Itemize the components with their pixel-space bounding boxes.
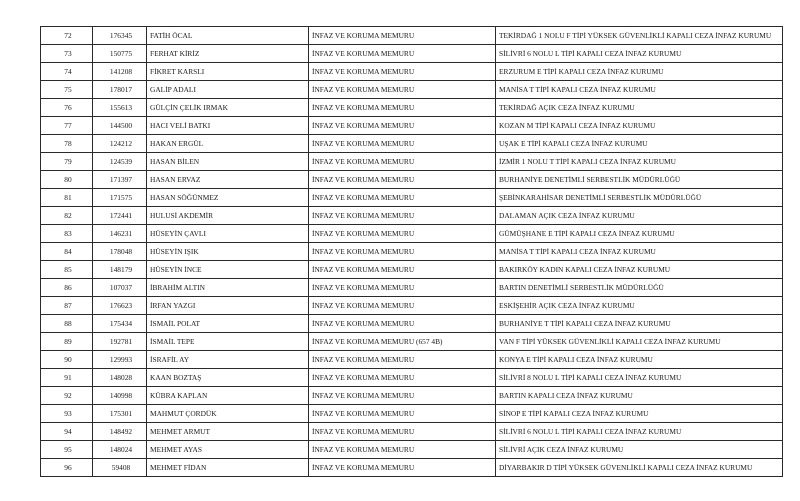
table-row	[41, 261, 783, 279]
institution-cell: KONYA E TİPİ KAPALI CEZA İNFAZ KURUMU	[496, 351, 783, 369]
institution-cell: BURHANİYE DENETİMLİ SERBESTLİK MÜDÜRLÜĞÜ	[496, 171, 783, 189]
table-row	[41, 423, 783, 441]
registry-number-cell: 175301	[93, 405, 147, 423]
table-row	[41, 333, 783, 351]
registry-number-cell: 140998	[93, 387, 147, 405]
job-title-cell: İNFAZ VE KORUMA MEMURU	[309, 369, 496, 387]
full-name-cell: GÜLÇİN ÇELİK IRMAK	[147, 99, 309, 117]
full-name-cell: HACI VELİ BATKI	[147, 117, 309, 135]
institution-cell: ŞEBİNKARAHİSAR DENETİMLİ SERBESTLİK MÜDÜRLÜĞÜ	[496, 189, 783, 207]
institution-cell: KOZAN M TİPİ KAPALI CEZA İNFAZ KURUMU	[496, 117, 783, 135]
full-name-cell: FATİH ÖCAL	[147, 27, 309, 45]
table-row	[41, 387, 783, 405]
table-row	[41, 351, 783, 369]
registry-number-cell: 59408	[93, 459, 147, 477]
table-row	[41, 441, 783, 459]
table-row	[41, 135, 783, 153]
job-title-cell: İNFAZ VE KORUMA MEMURU	[309, 261, 496, 279]
row-number-cell: 89	[41, 333, 93, 351]
institution-cell: BAKIRKÖY KADIN KAPALI CEZA İNFAZ KURUMU	[496, 261, 783, 279]
table-row	[41, 315, 783, 333]
row-number-cell: 95	[41, 441, 93, 459]
job-title-cell: İNFAZ VE KORUMA MEMURU	[309, 441, 496, 459]
job-title-cell: İNFAZ VE KORUMA MEMURU	[309, 189, 496, 207]
row-number-cell: 91	[41, 369, 93, 387]
registry-number-cell: 129993	[93, 351, 147, 369]
registry-number-cell: 176345	[93, 27, 147, 45]
full-name-cell: HULUSİ AKDEMİR	[147, 207, 309, 225]
institution-cell: DALAMAN AÇIK CEZA İNFAZ KURUMU	[496, 207, 783, 225]
row-number-cell: 86	[41, 279, 93, 297]
job-title-cell: İNFAZ VE KORUMA MEMURU	[309, 297, 496, 315]
table-row	[41, 207, 783, 225]
row-number-cell: 93	[41, 405, 93, 423]
table-row	[41, 153, 783, 171]
registry-number-cell: 150775	[93, 45, 147, 63]
row-number-cell: 90	[41, 351, 93, 369]
registry-number-cell: 141208	[93, 63, 147, 81]
full-name-cell: KÜBRA KAPLAN	[147, 387, 309, 405]
institution-cell: MANİSA T TİPİ KAPALI CEZA İNFAZ KURUMU	[496, 81, 783, 99]
table-row	[41, 405, 783, 423]
row-number-cell: 84	[41, 243, 93, 261]
job-title-cell: İNFAZ VE KORUMA MEMURU	[309, 45, 496, 63]
full-name-cell: FERHAT KİRİZ	[147, 45, 309, 63]
job-title-cell: İNFAZ VE KORUMA MEMURU	[309, 225, 496, 243]
institution-cell: BURHANİYE T TİPİ KAPALI CEZA İNFAZ KURUMU	[496, 315, 783, 333]
row-number-cell: 87	[41, 297, 93, 315]
institution-cell: MANİSA T TİPİ KAPALI CEZA İNFAZ KURUMU	[496, 243, 783, 261]
row-number-cell: 82	[41, 207, 93, 225]
table-row	[41, 225, 783, 243]
registry-number-cell: 171575	[93, 189, 147, 207]
job-title-cell: İNFAZ VE KORUMA MEMURU	[309, 63, 496, 81]
table-row	[41, 63, 783, 81]
registry-number-cell: 148179	[93, 261, 147, 279]
row-number-cell: 79	[41, 153, 93, 171]
job-title-cell: İNFAZ VE KORUMA MEMURU	[309, 243, 496, 261]
row-number-cell: 85	[41, 261, 93, 279]
full-name-cell: HÜSEYİN ÇAVLI	[147, 225, 309, 243]
row-number-cell: 73	[41, 45, 93, 63]
full-name-cell: FİKRET KARSLI	[147, 63, 309, 81]
row-number-cell: 88	[41, 315, 93, 333]
table-row	[41, 45, 783, 63]
institution-cell: SİNOP E TİPİ KAPALI CEZA İNFAZ KURUMU	[496, 405, 783, 423]
job-title-cell: İNFAZ VE KORUMA MEMURU	[309, 207, 496, 225]
full-name-cell: HASAN BİLEN	[147, 153, 309, 171]
institution-cell: ESKİŞEHİR AÇIK CEZA İNFAZ KURUMU	[496, 297, 783, 315]
row-number-cell: 80	[41, 171, 93, 189]
row-number-cell: 74	[41, 63, 93, 81]
full-name-cell: İSMAİL TEPE	[147, 333, 309, 351]
full-name-cell: İRFAN YAZGI	[147, 297, 309, 315]
institution-cell: UŞAK E TİPİ KAPALI CEZA İNFAZ KURUMU	[496, 135, 783, 153]
registry-number-cell: 155613	[93, 99, 147, 117]
institution-cell: TEKİRDAĞ AÇIK CEZA İNFAZ KURUMU	[496, 99, 783, 117]
row-number-cell: 81	[41, 189, 93, 207]
registry-number-cell: 171397	[93, 171, 147, 189]
full-name-cell: HASAN SÖĞÜNMEZ	[147, 189, 309, 207]
registry-number-cell: 148492	[93, 423, 147, 441]
row-number-cell: 83	[41, 225, 93, 243]
row-number-cell: 92	[41, 387, 93, 405]
job-title-cell: İNFAZ VE KORUMA MEMURU	[309, 99, 496, 117]
registry-number-cell: 172441	[93, 207, 147, 225]
job-title-cell: İNFAZ VE KORUMA MEMURU	[309, 315, 496, 333]
job-title-cell: İNFAZ VE KORUMA MEMURU	[309, 153, 496, 171]
job-title-cell: İNFAZ VE KORUMA MEMURU	[309, 117, 496, 135]
full-name-cell: MAHMUT ÇORDÜK	[147, 405, 309, 423]
registry-number-cell: 175434	[93, 315, 147, 333]
full-name-cell: HAKAN ERGÜL	[147, 135, 309, 153]
registry-number-cell: 107037	[93, 279, 147, 297]
full-name-cell: MEHMET AYAS	[147, 441, 309, 459]
registry-number-cell: 178048	[93, 243, 147, 261]
row-number-cell: 78	[41, 135, 93, 153]
registry-number-cell: 146231	[93, 225, 147, 243]
full-name-cell: İSRAFİL AY	[147, 351, 309, 369]
registry-number-cell: 148028	[93, 369, 147, 387]
row-number-cell: 96	[41, 459, 93, 477]
registry-number-cell: 148024	[93, 441, 147, 459]
institution-cell: SİLİVRİ 8 NOLU L TİPİ KAPALI CEZA İNFAZ KURUMU	[496, 369, 783, 387]
institution-cell: BARTIN KAPALI CEZA İNFAZ KURUMU	[496, 387, 783, 405]
institution-cell: SİLİVRİ 6 NOLU L TİPİ KAPALI CEZA İNFAZ KURUMU	[496, 45, 783, 63]
table-row	[41, 27, 783, 45]
institution-cell: TEKİRDAĞ 1 NOLU F TİPİ YÜKSEK GÜVENLİKLİ KAPALI CEZA İNFAZ KURUMU	[496, 27, 783, 45]
registry-number-cell: 178017	[93, 81, 147, 99]
full-name-cell: HASAN ERVAZ	[147, 171, 309, 189]
table-row	[41, 297, 783, 315]
job-title-cell: İNFAZ VE KORUMA MEMURU	[309, 279, 496, 297]
full-name-cell: KAAN BOZTAŞ	[147, 369, 309, 387]
full-name-cell: İSMAİL POLAT	[147, 315, 309, 333]
table-row	[41, 171, 783, 189]
row-number-cell: 72	[41, 27, 93, 45]
institution-cell: VAN F TİPİ YÜKSEK GÜVENLİKLİ KAPALI CEZA İNFAZ KURUMU	[496, 333, 783, 351]
job-title-cell: İNFAZ VE KORUMA MEMURU	[309, 423, 496, 441]
full-name-cell: MEHMET ARMUT	[147, 423, 309, 441]
registry-number-cell: 192781	[93, 333, 147, 351]
institution-cell: ERZURUM E TİPİ KAPALI CEZA İNFAZ KURUMU	[496, 63, 783, 81]
job-title-cell: İNFAZ VE KORUMA MEMURU	[309, 459, 496, 477]
table-row	[41, 117, 783, 135]
job-title-cell: İNFAZ VE KORUMA MEMURU	[309, 81, 496, 99]
institution-cell: GÜMÜŞHANE E TİPİ KAPALI CEZA İNFAZ KURUMU	[496, 225, 783, 243]
row-number-cell: 77	[41, 117, 93, 135]
institution-cell: SİLİVRİ 6 NOLU L TİPİ KAPALI CEZA İNFAZ KURUMU	[496, 423, 783, 441]
row-number-cell: 94	[41, 423, 93, 441]
table-row	[41, 369, 783, 387]
job-title-cell: İNFAZ VE KORUMA MEMURU	[309, 27, 496, 45]
personnel-table-body	[41, 27, 783, 477]
job-title-cell: İNFAZ VE KORUMA MEMURU	[309, 351, 496, 369]
full-name-cell: MEHMET FİDAN	[147, 459, 309, 477]
job-title-cell: İNFAZ VE KORUMA MEMURU	[309, 405, 496, 423]
institution-cell: BARTIN DENETİMLİ SERBESTLİK MÜDÜRLÜĞÜ	[496, 279, 783, 297]
table-row	[41, 189, 783, 207]
table-row	[41, 243, 783, 261]
institution-cell: DİYARBAKIR D TİPİ YÜKSEK GÜVENLİKLİ KAPALI CEZA İNFAZ KURUMU	[496, 459, 783, 477]
registry-number-cell: 176623	[93, 297, 147, 315]
job-title-cell: İNFAZ VE KORUMA MEMURU	[309, 387, 496, 405]
table-row	[41, 99, 783, 117]
full-name-cell: HÜSEYİN İNCE	[147, 261, 309, 279]
row-number-cell: 75	[41, 81, 93, 99]
job-title-cell: İNFAZ VE KORUMA MEMURU	[309, 135, 496, 153]
institution-cell: İZMİR 1 NOLU T TİPİ KAPALI CEZA İNFAZ KURUMU	[496, 153, 783, 171]
job-title-cell: İNFAZ VE KORUMA MEMURU (657 4B)	[309, 333, 496, 351]
full-name-cell: GALİP ADALI	[147, 81, 309, 99]
table-row	[41, 459, 783, 477]
full-name-cell: HÜSEYİN IŞIK	[147, 243, 309, 261]
job-title-cell: İNFAZ VE KORUMA MEMURU	[309, 171, 496, 189]
row-number-cell: 76	[41, 99, 93, 117]
registry-number-cell: 124539	[93, 153, 147, 171]
full-name-cell: İBRAHİM ALTIN	[147, 279, 309, 297]
institution-cell: SİLİVRİ AÇIK CEZA İNFAZ KURUMU	[496, 441, 783, 459]
registry-number-cell: 144500	[93, 117, 147, 135]
registry-number-cell: 124212	[93, 135, 147, 153]
table-row	[41, 81, 783, 99]
table-row	[41, 279, 783, 297]
personnel-table	[40, 26, 783, 477]
